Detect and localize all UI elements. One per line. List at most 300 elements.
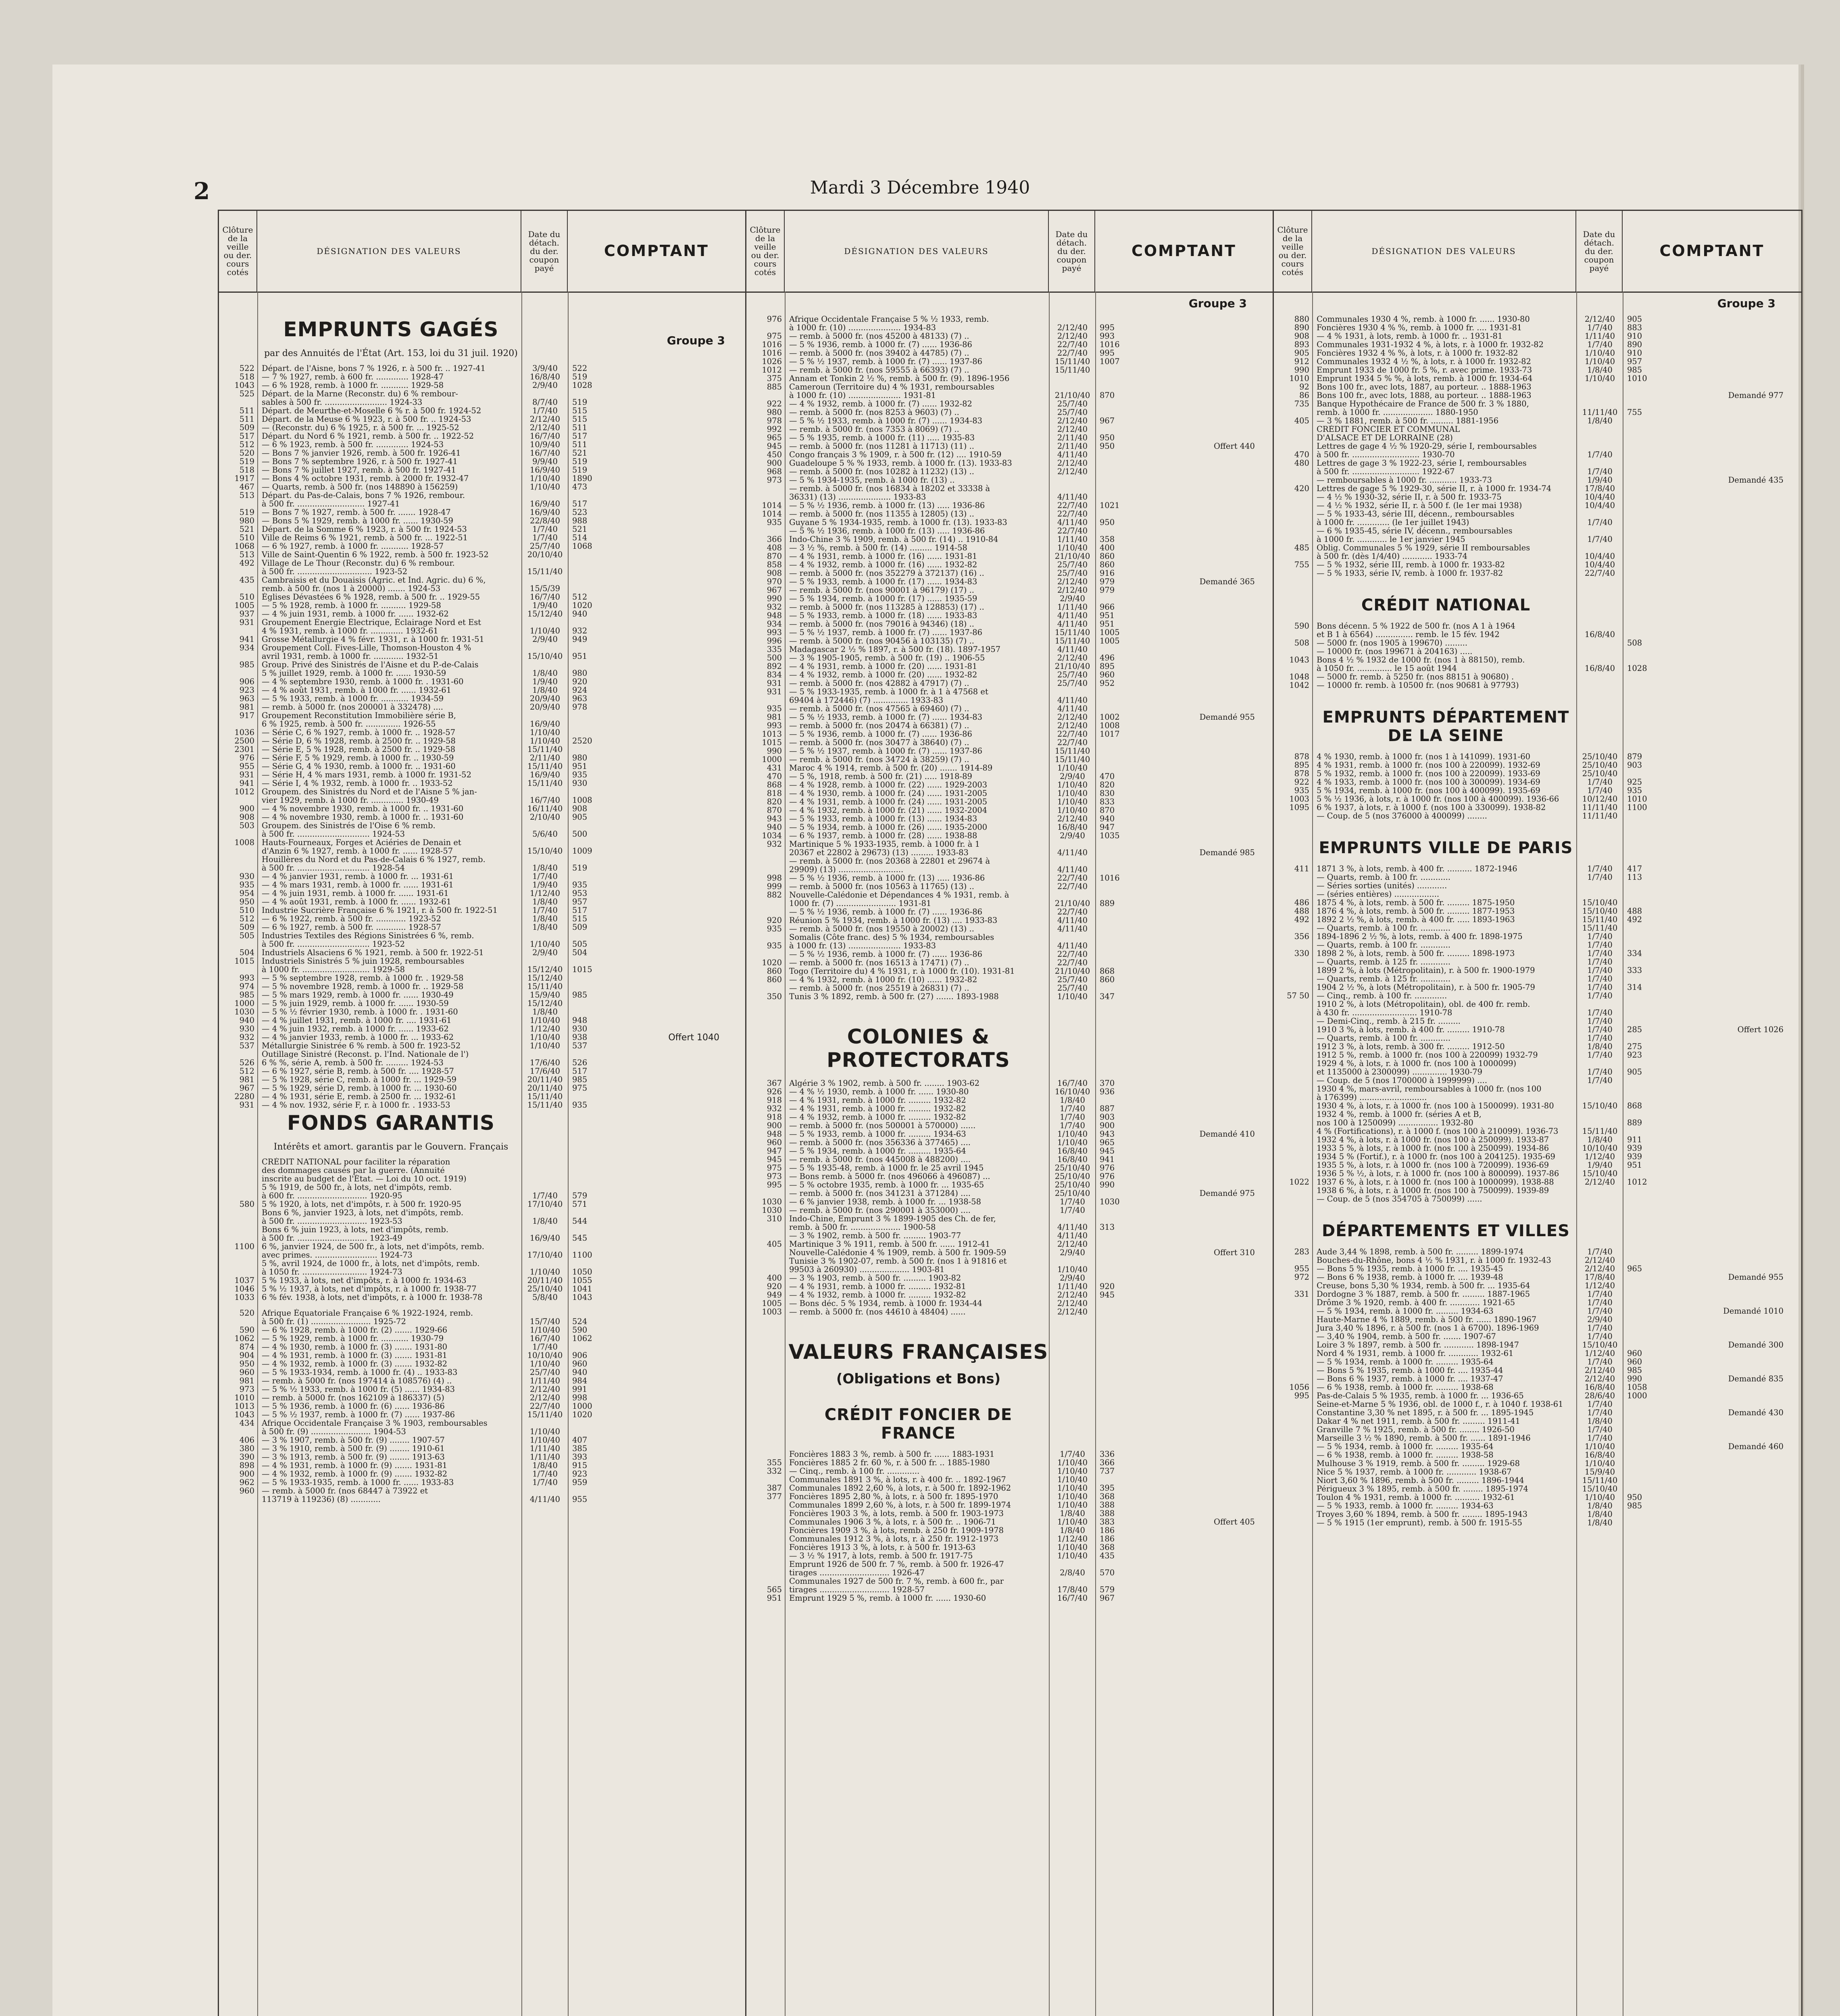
coupon-date: 11/11/40 (1582, 811, 1618, 821)
closing-price: 945 (767, 1155, 782, 1164)
coupon-date: 25/7/40 (1057, 408, 1088, 417)
security-name: — Quarts, remb. à 125 fr. ............ (1316, 958, 1451, 966)
table-row (1275, 656, 1800, 664)
coupon-date: 10/4/40 (1584, 492, 1615, 502)
table-row (1275, 476, 1800, 484)
bid-offer-note (601, 381, 744, 389)
table-row (1275, 1076, 1800, 1085)
security-name: Foncières 1885 2 fr. 60 %, r. à 500 fr. .. 1885-1980 (789, 1458, 990, 1467)
closing-price: 406 (239, 1435, 254, 1445)
bid-offer-note (601, 449, 744, 457)
cash-price: 915 (572, 1461, 588, 1470)
bid-offer-note (601, 1101, 744, 1109)
table-row (748, 433, 1271, 442)
cash-price (1623, 1451, 1656, 1459)
security-name: 1938 6 %, à lots, r. à 1000 fr. (nos 100 à 750099). 1939-89 (1316, 1186, 1549, 1195)
closing-price: 492 (239, 558, 254, 568)
security-name: Foncières 1903 3 %, à lots, remb. à 500 fr. 1903-1973 (789, 1509, 1004, 1518)
closing-price: 511 (239, 406, 254, 415)
table-row (748, 459, 1271, 467)
coupon-date (522, 957, 568, 965)
cash-price: 370 (1099, 1079, 1115, 1088)
table-row (1275, 467, 1800, 476)
table-row (748, 958, 1271, 967)
table-row (1275, 1059, 1800, 1068)
cash-price (1096, 908, 1129, 916)
table-row (1275, 569, 1800, 577)
table-row (1275, 1459, 1800, 1468)
coupon-date: 2/12/40 (529, 1385, 561, 1394)
coupon-date: 2/11/40 (1057, 433, 1088, 442)
cash-price (1096, 687, 1129, 696)
coupon-date: 15/11/40 (527, 745, 563, 754)
table-row (1275, 552, 1800, 560)
closing-price: 1022 (1289, 1177, 1309, 1187)
coupon-date (1049, 840, 1096, 848)
table-row (221, 559, 744, 567)
coupon-date: 1/7/40 (1587, 1425, 1613, 1434)
closing-price: 940 (239, 1016, 254, 1025)
cash-price (568, 559, 601, 567)
bid-offer-note (1129, 1181, 1271, 1189)
security-name: à 1050 fr. .............. le 15 août 1944 (1316, 664, 1457, 673)
table-row (1275, 1025, 1800, 1034)
table-row (748, 1155, 1271, 1164)
coupon-date: 25/7/40 (1057, 983, 1088, 993)
closing-price (1275, 873, 1313, 881)
cash-price: 910 (1627, 331, 1642, 341)
bid-offer-note: Demandé 300 (1728, 1340, 1784, 1350)
table-row (1275, 795, 1800, 803)
coupon-date: 2/9/40 (1587, 1315, 1613, 1324)
coupon-date: 16/9/40 (529, 770, 561, 779)
bid-offer-note (1129, 687, 1271, 696)
security-name: Lettres de gage 5 % 1929-30, série II, r. à 1000 fr. 1934-74 (1316, 484, 1552, 493)
security-name: — 5 % 1933, remb. à 1000 fr. ......... 1934-63 (1316, 1502, 1494, 1510)
table-row (221, 1242, 744, 1251)
cash-price: 1000 (1627, 1391, 1647, 1400)
coupon-date: 25/7/40 (1057, 399, 1088, 408)
table-row (221, 1402, 744, 1410)
table-row (221, 881, 744, 889)
security-name: — 4 % 1931, remb. à 1000 fr. (24) ...... 1931-2005 (789, 798, 988, 806)
bid-offer-note (1656, 1451, 1800, 1459)
cash-price (1096, 459, 1129, 467)
coupon-date: 22/7/40 (1057, 501, 1088, 510)
header-closing: Clôture de la veille ou der. cours cotés (1274, 211, 1312, 292)
section-title: EMPRUNTS DÉPARTEMENT DE LA SEINE (1322, 708, 1569, 745)
table-row (221, 381, 744, 389)
security-name: — 4 % 1932, remb. à 1000 fr. (10) ...... 1932-82 (789, 975, 977, 984)
bid-offer-note (601, 567, 744, 576)
cash-price: 590 (572, 1325, 588, 1335)
bid-offer-note (601, 1058, 744, 1067)
table-row (748, 340, 1271, 349)
coupon-date: 1/7/40 (1587, 777, 1613, 787)
bid-offer-note (601, 542, 744, 550)
table-row (1275, 983, 1800, 991)
bid-offer-note (601, 660, 744, 669)
coupon-date: 1/7/40 (532, 533, 558, 542)
security-name: Bons 100 fr., avec lots, 1888, au porteur. .. 1888-1963 (1316, 391, 1532, 400)
closing-price: 1013 (762, 729, 782, 739)
closing-price: 990 (767, 746, 782, 756)
security-name: — 4 % mars 1931, remb. à 1000 fr. ...... 1931-61 (262, 881, 454, 889)
closing-price: 590 (1294, 621, 1309, 631)
closing-price (1275, 1186, 1313, 1195)
security-name: — 4 % ½ 1930, remb. à 1000 fr. ...... 1930-80 (789, 1087, 969, 1096)
cash-price: 1028 (572, 381, 592, 390)
closing-price: 906 (239, 677, 254, 686)
closing-price: 367 (767, 1079, 782, 1088)
bid-offer-note (1129, 738, 1271, 747)
table-row (1275, 907, 1800, 915)
closing-price (1275, 966, 1313, 975)
table-row (221, 516, 744, 525)
header-comptant: COMPTANT (1659, 242, 1765, 260)
cash-price (1623, 630, 1656, 639)
cash-price: 940 (572, 1368, 588, 1377)
cash-price: 368 (1099, 1543, 1115, 1552)
bid-offer-note (601, 1166, 744, 1175)
closing-price (748, 1265, 785, 1274)
table-row (748, 671, 1271, 679)
coupon-date: 15/7/40 (529, 1317, 561, 1326)
closing-price (1275, 501, 1313, 510)
coupon-date: 2/12/40 (1584, 314, 1615, 324)
security-name: — 5 % 1929, série D, remb. à 1000 fr. ... 1930-60 (262, 1084, 457, 1092)
table-row (1275, 493, 1800, 501)
coupon-date: 1/7/40 (1587, 1247, 1613, 1256)
cash-price (1623, 1186, 1656, 1195)
closing-price: 400 (767, 1273, 782, 1283)
cash-price: 951 (572, 762, 588, 771)
security-name: Départ. de la Marne (Reconstr. du) 6 % rembour- (262, 389, 458, 398)
bid-offer-note (1129, 671, 1271, 679)
cash-price: 868 (1099, 966, 1115, 976)
bid-offer-note (1656, 983, 1800, 991)
coupon-date: 15/12/40 (527, 973, 563, 983)
closing-price: 908 (1294, 331, 1309, 341)
table-row (748, 967, 1271, 975)
bid-offer-note (1129, 806, 1271, 814)
security-name: Dakar 4 % net 1911, remb. à 500 fr. ......... 1911-41 (1316, 1417, 1520, 1425)
bid-offer-note (601, 1092, 744, 1101)
security-name: — 6 % janvier 1938, remb. à 1000 fr. ... 1938-58 (789, 1198, 981, 1206)
closing-price: 992 (767, 425, 782, 434)
security-name: à 1000 fr. ........................... 1929-58 (262, 965, 405, 974)
table-row (221, 1166, 744, 1175)
security-name: — (séries entières) .................. (1316, 890, 1440, 898)
bid-offer-note (1129, 1104, 1271, 1113)
closing-price: 1056 (1289, 1383, 1309, 1392)
security-name: Réunion 5 % 1934, remb. à 1000 fr. (13) .... 1933-83 (789, 916, 998, 925)
cash-price (1623, 1408, 1656, 1417)
table-row (221, 627, 744, 635)
bid-offer-note (1129, 560, 1271, 569)
bid-offer-note (1129, 586, 1271, 594)
security-name: à 1000 fr. (10) ..................... 1931-81 (789, 391, 936, 400)
closing-price: 820 (767, 797, 782, 806)
table-row (221, 1410, 744, 1419)
security-name: Communales 1927 de 500 fr. 7 %, remb. à 600 fr., par (789, 1577, 1004, 1585)
closing-price (221, 627, 258, 635)
bid-offer-note: Demandé 955 (1199, 712, 1255, 722)
cash-price: 570 (1099, 1568, 1115, 1577)
table-row (1275, 1068, 1800, 1076)
closing-price: 520 (239, 448, 254, 458)
cash-price: 998 (572, 1393, 588, 1402)
table-row (1275, 639, 1800, 647)
coupon-date: 1/7/40 (1587, 1050, 1613, 1060)
security-name: — 5 % ½ 1937, remb. à 1000 fr. (7) ...... 1937-86 (789, 747, 983, 755)
bid-offer-note (1129, 527, 1271, 535)
bid-offer-note (601, 881, 744, 889)
section-title: EMPRUNTS VILLE DE PARIS (1319, 839, 1573, 857)
table-row (1275, 647, 1800, 656)
closing-price: 981 (239, 1075, 254, 1084)
bid-offer-note (601, 525, 744, 533)
table-row (221, 1487, 744, 1495)
coupon-date: 15/11/40 (1054, 755, 1090, 764)
cash-price: 368 (1099, 1492, 1115, 1501)
bid-offer-note (601, 669, 744, 677)
cash-price: 358 (1099, 535, 1115, 544)
security-name: — 5 % 1929, remb. à 1000 fr. ........... 1930-79 (262, 1334, 444, 1343)
closing-price (1275, 1425, 1313, 1434)
table-row (1275, 1161, 1800, 1169)
security-name: Foncières 1909 3 %, à lots, remb. à 250 fr. 1909-1978 (789, 1526, 1004, 1535)
bid-offer-note (1656, 1510, 1800, 1518)
security-name: — 4 % janvier 1931, remb. à 1000 fr. ... 1931-61 (262, 872, 454, 881)
table-row (748, 586, 1271, 594)
table-row (1275, 450, 1800, 459)
closing-price (221, 864, 258, 872)
bid-offer-note (601, 1478, 744, 1487)
coupon-date: 2/9/40 (1060, 1248, 1085, 1257)
coupon-date: 1/10/40 (1057, 1466, 1088, 1476)
bid-offer-note (1129, 1138, 1271, 1147)
closing-price: 356 (1294, 932, 1309, 941)
coupon-date: 1/10/40 (1057, 543, 1088, 552)
cash-price (1623, 958, 1656, 966)
cash-price (568, 644, 601, 652)
security-name: Toulon 4 % 1931, remb. à 1000 fr. .......... 1932-61 (1316, 1493, 1515, 1502)
coupon-date: 15/11/40 (527, 779, 563, 788)
cash-price (568, 872, 601, 881)
bid-offer-note (601, 1461, 744, 1470)
cash-price: 985 (1627, 1366, 1642, 1375)
security-name: D'ALSACE ET DE LORRAINE (28) (1316, 433, 1453, 442)
closing-price: 331 (1294, 1289, 1309, 1299)
cash-price (1096, 848, 1129, 857)
bid-offer-note: Offert 310 (1214, 1248, 1255, 1257)
security-name: — 6 % 1928, remb. à 1000 fr. (2) ....... 1929-66 (262, 1326, 448, 1334)
table-row (221, 491, 744, 500)
cash-price: 517 (572, 499, 588, 508)
closing-price (1275, 1034, 1313, 1042)
cash-price: 995 (1099, 348, 1115, 358)
security-name: — 4 % 1930, remb. à 1000 fr. (24) ...... 1931-2005 (789, 789, 988, 798)
bid-offer-note (1656, 450, 1800, 459)
table-row (221, 703, 744, 711)
cash-price: 923 (1627, 1050, 1642, 1060)
coupon-date: 1/7/40 (532, 525, 558, 534)
coupon-date: 2/8/40 (1060, 1568, 1085, 1577)
bid-offer-note (601, 1268, 744, 1276)
cash-price: 113 (1627, 873, 1642, 882)
bid-offer-note (1129, 357, 1271, 366)
security-name: — 5 % 1928, série C, remb. à 1000 fr. ... 1929-59 (262, 1075, 457, 1084)
closing-price: 522 (239, 364, 254, 373)
closing-price: 954 (239, 889, 254, 898)
closing-price: 488 (1294, 906, 1309, 916)
bid-offer-note (1129, 798, 1271, 806)
table-row (748, 425, 1271, 433)
closing-price (1275, 1400, 1313, 1408)
table-row (748, 1291, 1271, 1299)
table-row (1275, 510, 1800, 518)
closing-price: 893 (1294, 340, 1309, 349)
security-name: — 4 % 1932, remb. à 1000 fr. ......... 1932-82 (789, 1113, 966, 1121)
cash-price (568, 982, 601, 991)
closing-price (221, 965, 258, 974)
cash-price: 385 (572, 1444, 588, 1453)
cash-price: 932 (572, 626, 588, 635)
coupon-date: 15/9/40 (1584, 1467, 1615, 1477)
closing-price: 1015 (762, 738, 782, 747)
coupon-date: 1/7/40 (532, 1469, 558, 1479)
table-row (748, 1240, 1271, 1248)
cash-price: 906 (572, 1351, 588, 1360)
security-name: 99503 à 260930) .................... 1903-81 (789, 1265, 945, 1274)
bid-offer-note (1656, 1366, 1800, 1375)
closing-price: 931 (767, 679, 782, 688)
table-row (1275, 991, 1800, 1000)
cash-price: 1008 (572, 796, 592, 805)
security-name: Bons 6 %, janvier 1923, à lots, net d'impôts, remb. (262, 1208, 464, 1217)
table-row (748, 1484, 1271, 1492)
cash-price (1623, 1510, 1656, 1518)
closing-price: 470 (1294, 450, 1309, 459)
security-name: Bons 100 fr., avec lots, 1887, au porteur. .. 1888-1963 (1316, 383, 1532, 391)
cash-price: 868 (1627, 1101, 1642, 1110)
security-name: — 5 % septembre 1928, remb. à 1000 fr. . 1929-58 (262, 974, 464, 982)
bid-offer-note (1656, 991, 1800, 1000)
security-name: — 4 % 1931, remb. à 1000 fr. ......... 1932-82 (789, 1096, 966, 1104)
coupon-date: 2/12/40 (1057, 416, 1088, 425)
coupon-date: 25/10/40 (1582, 760, 1618, 770)
bid-offer-note (601, 965, 744, 974)
bid-offer-note (1129, 493, 1271, 501)
bid-offer-note (601, 923, 744, 931)
table-row (748, 493, 1271, 501)
cash-price: 1021 (1099, 501, 1120, 510)
closing-price (221, 1427, 258, 1436)
cash-price: 1012 (1627, 1177, 1647, 1187)
closing-price: 920 (767, 1282, 782, 1291)
coupon-date: 15/11/40 (527, 762, 563, 771)
cash-price: 1030 (1099, 1197, 1120, 1206)
table-row (748, 552, 1271, 560)
table-row (221, 415, 744, 423)
table-row (748, 857, 1271, 865)
cash-price: 985 (572, 1075, 588, 1084)
bid-offer-note (1656, 527, 1800, 535)
coupon-date: 16/7/40 (529, 796, 561, 805)
closing-price: 511 (239, 414, 254, 424)
coupon-date (522, 931, 568, 940)
bid-offer-note (1129, 1240, 1271, 1248)
security-name: Guadeloupe 5 % % 1933, remb. à 1000 fr. (13). 1933-83 (789, 459, 1012, 467)
table-row (1275, 332, 1800, 340)
bid-offer-note (601, 864, 744, 872)
table-row (748, 518, 1271, 527)
bid-offer-note (601, 1016, 744, 1025)
security-name: — Bons 5 % 1929, remb. à 1000 fr. ...... 1930-59 (262, 516, 453, 525)
coupon-date: 1/8/40 (532, 1461, 558, 1470)
security-name: — 5 % 1933, remb. à 1000 fr. ........... 1934-59 (262, 694, 444, 703)
security-name: Tunis 3 % 1892, remb. à 500 fr. (27) ....... 1893-1988 (789, 992, 999, 1001)
security-name: Groupement Reconstitution Immobilière série B, (262, 711, 456, 720)
bid-offer-note (1656, 1290, 1800, 1298)
security-name: — 3 % 1903, remb. à 500 fr. ......... 1903-82 (789, 1274, 961, 1282)
bid-offer-note (1656, 1110, 1800, 1118)
closing-price (1275, 1118, 1313, 1127)
closing-price: 405 (767, 1239, 782, 1249)
table-row (221, 1461, 744, 1470)
closing-price (1275, 890, 1313, 898)
closing-price: 510 (239, 906, 254, 915)
bid-offer-note: Demandé 435 (1728, 475, 1784, 485)
table-row (1275, 1366, 1800, 1375)
table-row (1275, 357, 1800, 366)
table-row (748, 738, 1271, 747)
cash-price: 1009 (572, 846, 592, 856)
cash-price (1096, 1189, 1129, 1198)
security-name: — Série E, 5 % 1928, remb. à 2500 fr. .. 1929-58 (262, 745, 456, 754)
table-row (748, 603, 1271, 611)
table-row (1275, 1307, 1800, 1315)
security-name: — remb. à 5000 fr. (nos 44610 à 48404) ...... (789, 1308, 966, 1316)
cash-price: 571 (572, 1200, 588, 1209)
cash-price (1096, 1240, 1129, 1248)
bid-offer-note (601, 1293, 744, 1302)
coupon-date (1577, 656, 1623, 664)
table-row (221, 1041, 744, 1050)
table-row (221, 720, 744, 728)
security-name: 5 % 1919, de 500 fr., à lots, net d'impôts, remb. (262, 1183, 452, 1191)
closing-price (1275, 941, 1313, 949)
security-name: 5 % 1934, remb. à 1000 fr. (nos 100 à 400099). 1935-69 (1316, 786, 1540, 795)
coupon-date: 1/8/40 (1060, 1095, 1085, 1105)
bid-offer-note (1656, 1332, 1800, 1341)
bid-offer-note (601, 703, 744, 711)
section-title: FONDS GARANTIS (287, 1111, 495, 1135)
closing-price (1275, 1169, 1313, 1178)
closing-price: 941 (239, 779, 254, 788)
bid-offer-note (1129, 662, 1271, 671)
closing-price: 965 (767, 433, 782, 442)
security-name: Groupement Coll. Fives-Lille, Thomson-Houston 4 % (262, 644, 471, 652)
bid-offer-note (601, 364, 744, 373)
closing-price: 1037 (234, 1276, 254, 1285)
closing-price (748, 1501, 785, 1509)
closing-price: 537 (239, 1041, 254, 1050)
coupon-date: 1/7/40 (1587, 1357, 1613, 1366)
security-name: — 4 % 1932, remb. à 1000 fr. ......... 1932-82 (789, 1291, 966, 1299)
closing-price: 509 (239, 923, 254, 932)
